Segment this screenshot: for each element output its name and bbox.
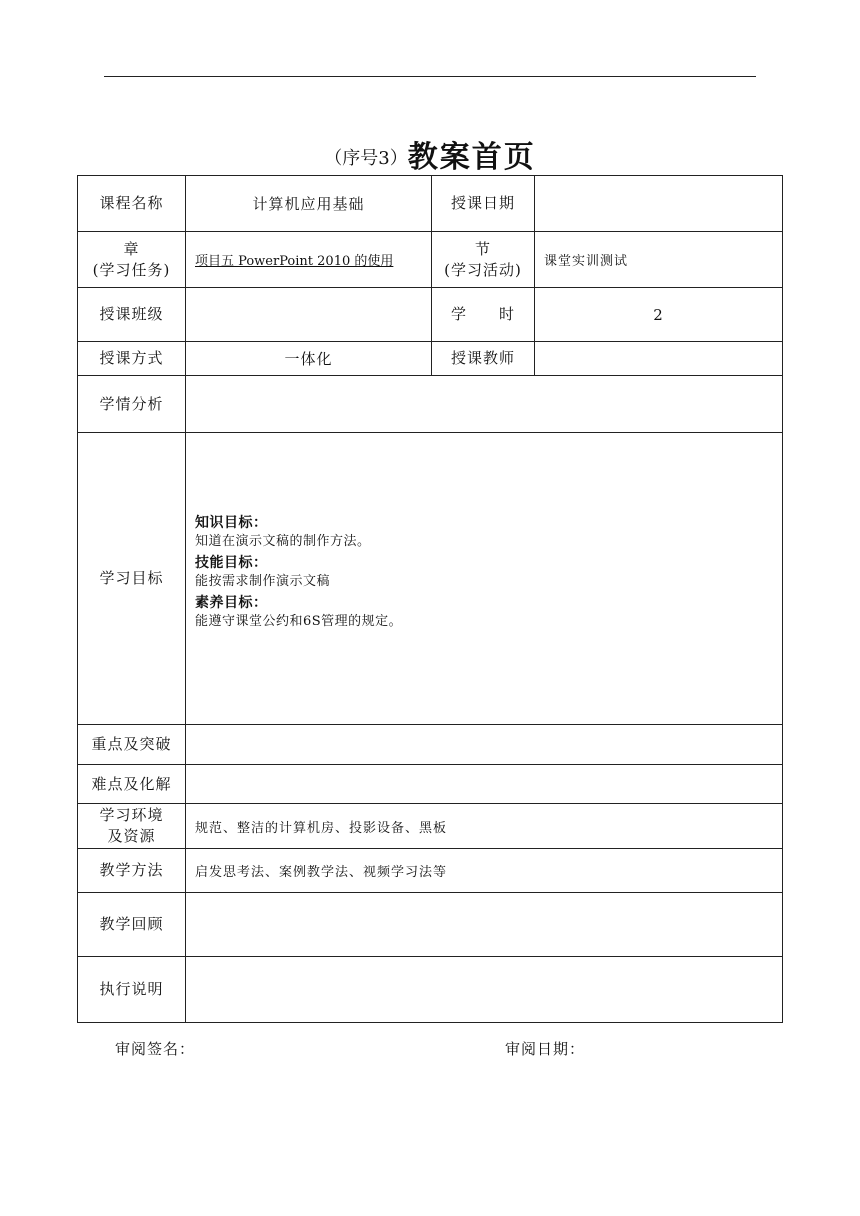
- class-value[interactable]: [186, 288, 432, 342]
- hours-value: 2: [535, 288, 783, 342]
- skill-text: 能按需求制作演示文稿: [195, 574, 331, 589]
- row-objectives: [78, 433, 783, 725]
- execution-label: 执行说明: [78, 957, 186, 1023]
- key-points-value[interactable]: [186, 725, 783, 765]
- teacher-label: 授课教师: [432, 342, 535, 376]
- row-difficulties: [78, 765, 783, 804]
- row-review: [78, 893, 783, 957]
- row-chapter: [78, 232, 783, 288]
- row-teaching-method: [78, 849, 783, 893]
- chapter-label-line1: 章: [123, 239, 140, 258]
- title-main: 教案首页: [407, 140, 536, 175]
- class-label: 授课班级: [78, 288, 186, 342]
- course-name-label: 课程名称: [78, 176, 186, 232]
- row-analysis: [78, 376, 783, 433]
- chapter-value: [186, 232, 432, 288]
- environment-label-line1: 学习环境: [99, 806, 164, 824]
- section-value: 课堂实训测试: [535, 232, 783, 288]
- row-method: [78, 342, 783, 376]
- teaching-method-value: 启发思考法、案例教学法、视频学习法等: [186, 849, 783, 893]
- analysis-label: 学情分析: [78, 376, 186, 433]
- teacher-value[interactable]: [535, 342, 783, 376]
- environment-label: [78, 804, 186, 849]
- row-class: [78, 288, 783, 342]
- difficulties-value[interactable]: [186, 765, 783, 804]
- row-environment: [78, 804, 783, 849]
- date-value[interactable]: [535, 176, 783, 232]
- review-signature-label: 审阅签名：: [115, 1040, 196, 1058]
- review-value[interactable]: [186, 893, 783, 957]
- environment-value: 规范、整洁的计算机房、投影设备、黑板: [186, 804, 783, 849]
- chapter-label-line2: (学习任务): [92, 260, 171, 279]
- section-label: [432, 232, 535, 288]
- objectives-content: [186, 433, 783, 725]
- difficulties-label: 难点及化解: [78, 765, 186, 804]
- chapter-value-text: 项目五 PowerPoint 2010 的使用: [195, 254, 394, 269]
- title-prefix: （序号3）: [324, 148, 408, 169]
- section-label-line2: (学习活动): [444, 260, 522, 279]
- row-execution: [78, 957, 783, 1023]
- page-title: [0, 132, 860, 176]
- knowledge-text: 知道在演示文稿的制作方法。: [195, 534, 371, 549]
- quality-heading: 素养目标：: [195, 595, 268, 611]
- skill-heading: 技能目标：: [195, 555, 268, 571]
- row-course: [78, 176, 783, 232]
- objectives-label: 学习目标: [78, 433, 186, 725]
- method-value: 一体化: [186, 342, 432, 376]
- execution-value[interactable]: [186, 957, 783, 1023]
- review-label: 教学回顾: [78, 893, 186, 957]
- date-label: 授课日期: [432, 176, 535, 232]
- row-key-points: [78, 725, 783, 765]
- hours-label: 学 时: [432, 288, 535, 342]
- key-points-label: 重点及突破: [78, 725, 186, 765]
- course-name-value: 计算机应用基础: [186, 176, 432, 232]
- lesson-plan-table: [77, 175, 783, 1023]
- method-label: 授课方式: [78, 342, 186, 376]
- review-date-label: 审阅日期：: [505, 1040, 586, 1058]
- chapter-label: [78, 232, 186, 288]
- environment-label-line2: 及资源: [107, 827, 156, 845]
- analysis-value[interactable]: [186, 376, 783, 433]
- knowledge-heading: 知识目标：: [195, 515, 268, 531]
- header-rule: [104, 76, 756, 77]
- section-label-line1: 节: [474, 239, 491, 258]
- teaching-method-label: 教学方法: [78, 849, 186, 893]
- quality-text: 能遵守课堂公约和6S管理的规定。: [195, 614, 403, 629]
